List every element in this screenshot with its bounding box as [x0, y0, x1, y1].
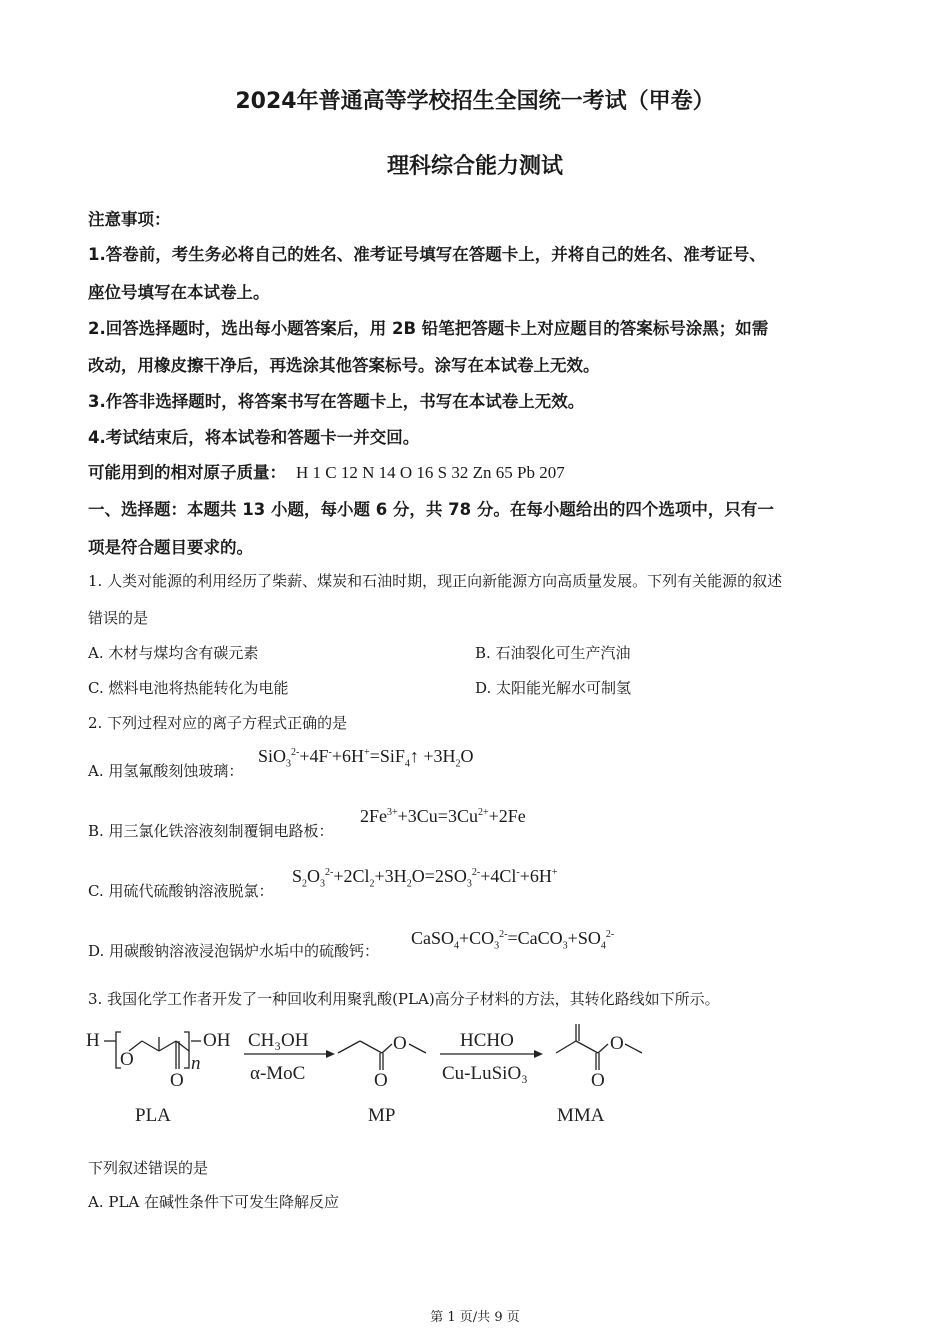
- scheme-h: H: [86, 1030, 100, 1051]
- exam-title: 2024年普通高等学校招生全国统一考试（甲卷）: [235, 89, 715, 114]
- atomic-masses-label: 可能用到的相对原子质量：: [88, 463, 286, 482]
- scheme-mp-carbonyl-o: O: [374, 1070, 388, 1091]
- section-heading-line-1: 一、选择题：本题共 13 小题，每小题 6 分，共 78 分。在每小题给出的四个选项中，只有一: [88, 500, 774, 519]
- scheme-label-mp: MP: [368, 1105, 396, 1126]
- notice-item-3: 3.作答非选择题时，将答案书写在答题卡上，书写在本试卷上无效。: [88, 392, 585, 411]
- atomic-masses-row: [88, 459, 565, 483]
- scheme-reagent-1-bottom: α-MoC: [250, 1063, 306, 1084]
- notice-item-2-line-2: 改动，用橡皮擦干净后，再选涂其他答案标号。涂写在本试卷上无效。: [88, 356, 600, 375]
- scheme-pla-ring-o: O: [120, 1049, 134, 1070]
- notice-item-1-line-2: 座位号填写在本试卷上。: [88, 283, 270, 302]
- scheme-reagent-2-top: HCHO: [460, 1030, 514, 1051]
- q3-stem: 3. 我国化学工作者开发了一种回收利用聚乳酸(PLA)高分子材料的方法，其转化路线如下所示。: [88, 990, 720, 1008]
- q2-option-b-equation: $2Fe^{3+}+3Cu=3Cu^{2+}+2Fe$: [360, 806, 526, 826]
- q1-stem-line-1: 1. 人类对能源的利用经历了柴薪、煤炭和石油时期，现正向新能源方向高质量发展。下列有关能源的叙述: [88, 572, 783, 590]
- notice-item-4: 4.考试结束后，将本试卷和答题卡一并交回。: [88, 428, 420, 447]
- scheme-mp-ester-o: O: [393, 1033, 407, 1054]
- q2-option-a-label: A. 用氢氟酸刻蚀玻璃：: [88, 762, 244, 780]
- q1-stem-line-2: 错误的是: [88, 609, 149, 627]
- scheme-reagent-2-bottom: Cu-LuSiO₃: [442, 1063, 528, 1084]
- q2-option-d-label: D. 用碳酸钠溶液浸泡锅炉水垢中的硫酸钙：: [88, 942, 380, 960]
- notice-item-1-line-1: 1.答卷前，考生务必将自己的姓名、准考证号填写在答题卡上，并将自己的姓名、准考证号、: [88, 245, 766, 264]
- q2-option-c-label: C. 用硫代硫酸钠溶液脱氯：: [88, 882, 274, 900]
- scheme-label-pla: PLA: [135, 1105, 171, 1126]
- scheme-reagent-1-top: CH₃OH: [248, 1030, 309, 1051]
- scheme-oh: OH: [203, 1030, 231, 1051]
- q2-stem: 2. 下列过程对应的离子方程式正确的是: [88, 714, 348, 732]
- scheme-mma-ester-o: O: [610, 1033, 624, 1054]
- q2-option-c-equation: $S_2O_3^{2-}+2Cl_2+3H_2O=2SO_3^{2-}+4Cl^-+6H^+$: [292, 866, 558, 890]
- q1-option-a: A. 木材与煤均含有碳元素: [88, 644, 259, 662]
- notice-item-2-line-1: 2.回答选择题时，选出每小题答案后，用 2B 铅笔把答题卡上对应题目的答案标号涂黑；如需: [88, 319, 769, 338]
- scheme-pla-carbonyl-o: O: [170, 1070, 184, 1091]
- pla-conversion-scheme: [80, 1020, 680, 1132]
- page-number: 第 1 页/共 9 页: [430, 1310, 520, 1325]
- scheme-mma-carbonyl-o: O: [591, 1070, 605, 1091]
- q1-option-c: C. 燃料电池将热能转化为电能: [88, 679, 289, 697]
- exam-subtitle: 理科综合能力测试: [386, 154, 563, 179]
- q2-option-a-equation: SiO$_3^{2-}$+4F-+6H+=SiF$_4$↑ $+3H_2O$: [258, 746, 474, 770]
- q2-option-d-equation: $CaSO_4+CO_3^{2-}=CaCO_3+SO_4^{2-}$: [411, 928, 615, 952]
- q1-option-d: D. 太阳能光解水可制氢: [475, 679, 632, 697]
- q3-sub-stem: 下列叙述错误的是: [88, 1159, 209, 1177]
- q1-option-b: B. 石油裂化可生产汽油: [475, 644, 631, 662]
- scheme-label-mma: MMA: [557, 1105, 605, 1126]
- q2-option-b-label: B. 用三氯化铁溶液刻制覆铜电路板：: [88, 822, 334, 840]
- notice-heading: 注意事项：: [88, 210, 171, 229]
- scheme-n: n: [191, 1053, 201, 1074]
- atomic-masses-values: H 1 C 12 N 14 O 16 S 32 Zn 65 Pb 207: [296, 463, 565, 482]
- q3-option-a: A. PLA 在碱性条件下可发生降解反应: [88, 1193, 340, 1211]
- section-heading-line-2: 项是符合题目要求的。: [88, 538, 253, 557]
